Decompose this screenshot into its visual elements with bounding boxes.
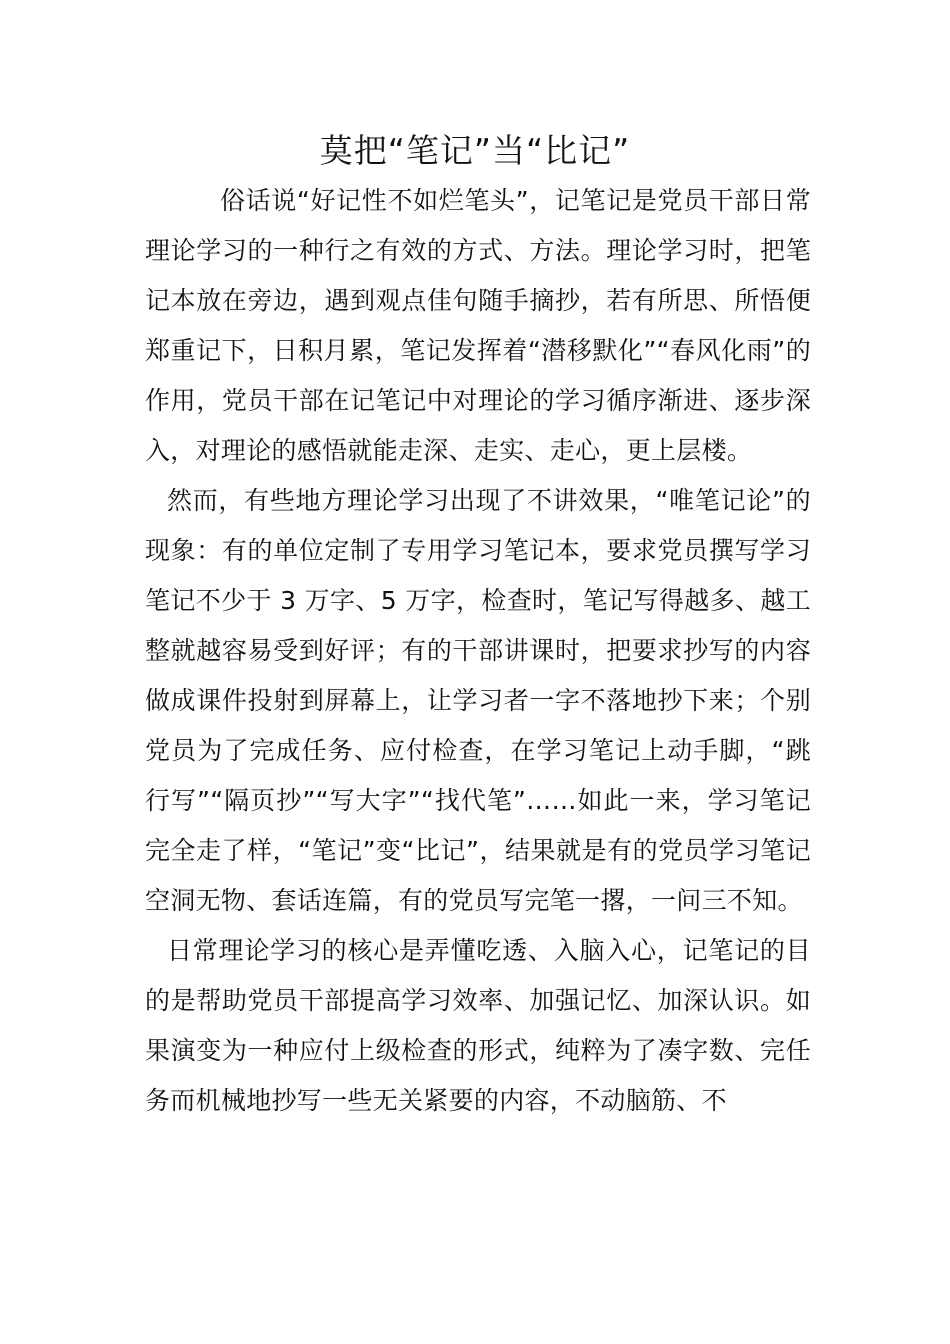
paragraph-1: 俗话说“好记性不如烂笔头”，记笔记是党员干部日常理论学习的一种行之有效的方式、方法。理论学习时，把笔记本放在旁边，遇到观点佳句随手摘抄，若有所思、所悟便郑重记下，日积月累，笔记发挥着“潜移默化”“春风化雨”的作用，党员干部在记笔记中对理论的学习循序渐进、逐步深入，对理论的感悟就能走深、走实、走心，更上层楼。 [145, 186, 811, 465]
document-body [145, 176, 811, 1126]
paragraph-3: 日常理论学习的核心是弄懂吃透、入脑入心，记笔记的目的是帮助党员干部提高学习效率、加强记忆、加深认识。如果演变为一种应付上级检查的形式，纯粹为了凑字数、完任务而机械地抄写一些无关紧要的内容，不动脑筋、不 [145, 936, 811, 1115]
paragraph-2: 然而，有些地方理论学习出现了不讲效果，“唯笔记论”的现象：有的单位定制了专用学习笔记本，要求党员撰写学习笔记不少于 3 万字、5 万字，检查时，笔记写得越多、越工整就越容易受到好评；有的干部讲课时，把要求抄写的内容做成课件投射到屏幕上，让学习者一字不落地抄下来；个别党员为了完成任务、应付检查，在学习笔记上动手脚，“跳行写”“隔页抄”“写大字”“找代笔”……如此一来，学习笔记完全走了样，“笔记”变“比记”，结果就是有的党员学习笔记空洞无物、套话连篇，有的党员写完笔一撂，一问三不知。 [145, 486, 811, 915]
document-title: 莫把“笔记”当“比记” [319, 131, 631, 170]
